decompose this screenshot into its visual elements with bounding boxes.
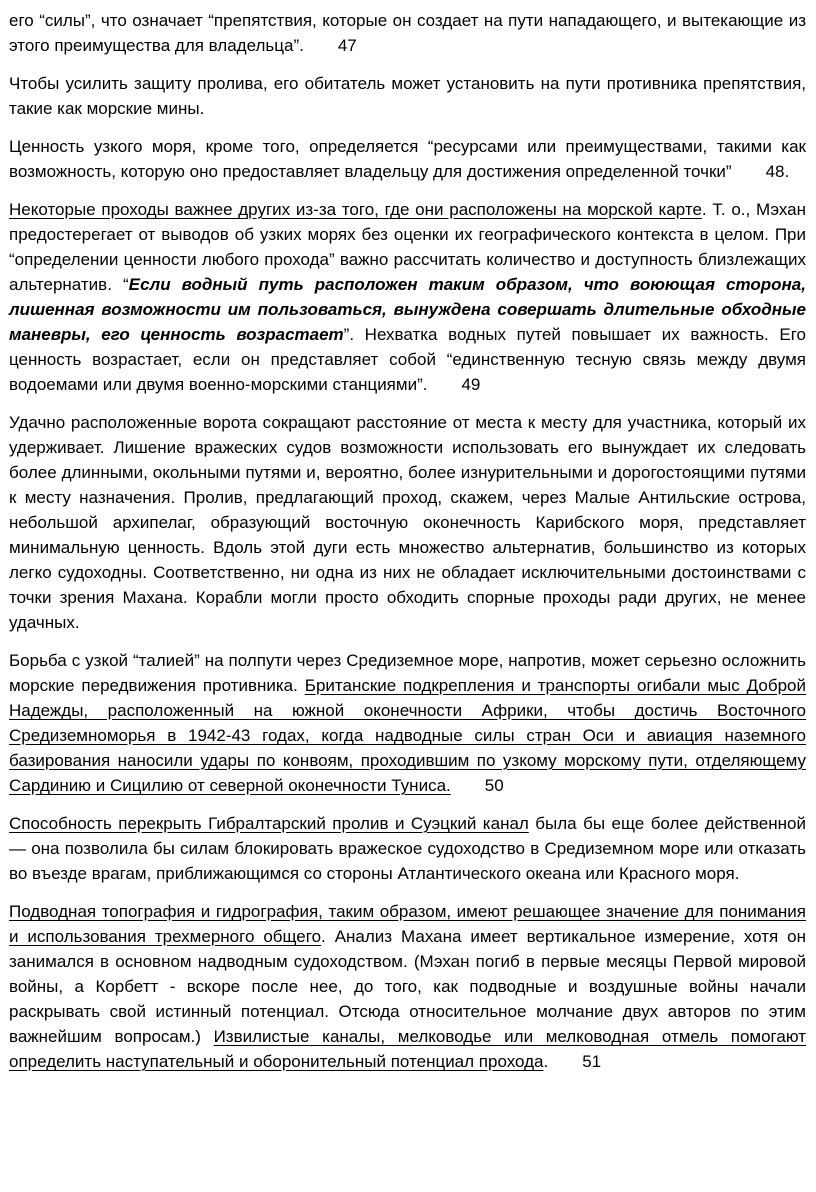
text-run: . Т. о., Мэхан предостерегает от выводов об узких морях без оценки их географического контекста в целом. При “определении ценности любого прохода” важно рассчитать количество и доступность близлежащих альтернатив. “ [9, 200, 806, 294]
text-run: Подводная топография и гидрография, таким образом, имеют решающее значение для понимания и использования трехмерного общего [9, 902, 806, 946]
footnote-number: 47 [337, 36, 357, 55]
text-run: Чтобы усилить защиту пролива, его обитатель может установить на пути противника препятствия, такие как морские мины. [9, 74, 806, 118]
paragraph [9, 410, 806, 635]
paragraph [9, 197, 806, 397]
text-run: Извилистые каналы, мелководье или мелководная отмель помогают определить наступательный и оборонительный потенциал прохода [9, 1027, 806, 1071]
paragraph [9, 648, 806, 798]
text-run: Некоторые проходы важнее других из-за того, где они расположены на морской карте [9, 200, 702, 219]
footnote-number: 48. [765, 162, 790, 181]
text-run: ”. Нехватка водных путей повышает их важность. Его ценность возрастает, если он представляет собой “единственную тесную связь между двумя водоемами или двумя военно-морскими станциями”. [9, 325, 806, 394]
text-run: Удачно расположенные ворота сокращают расстояние от места к месту для участника, который их удерживает. Лишение вражеских судов возможности использовать его вынуждает их следовать более длинными, окольными путями и, вероятно, более изнурительными и дорогостоящими путями к месту назначения. Пролив, предлагающий проход, скажем, через Малые Антильские острова, небольшой архипелаг, образующий восточную оконечность Карибского моря, представляет минимальную ценность. Вдоль этой дуги есть множество альтернатив, большинство из которых легко судоходны. Соответственно, ни одна из них не обладает исключительными достоинствами с точки зрения Махана. Корабли могли просто обходить спорные проходы ради других, не менее удачных. [9, 413, 806, 632]
text-run: была бы еще более действенной — она позволила бы силам блокировать вражеское судоходство в Средиземном море или отказать во въезде врагам, приближающимся со стороны Атлантического океана или Красного моря. [9, 814, 806, 883]
paragraph [9, 134, 806, 184]
text-run: Если водный путь расположен таким образом, что воюющая сторона, лишенная возможности им пользоваться, вынуждена совершать длительные обходные маневры, его ценность возрастает [9, 275, 806, 344]
footnote-number: 49 [461, 375, 481, 394]
footnote-number: 51 [582, 1052, 602, 1071]
text-run: Ценность узкого моря, кроме того, определяется “ресурсами или преимуществами, такими как возможность, которую оно предоставляет владельцу для достижения определенной точки” [9, 137, 806, 181]
text-run: . Анализ Махана имеет вертикальное измерение, хотя он занимался в основном надводным судоходством. (Мэхан погиб в первые месяцы Первой мировой войны, а Корбетт - вскоре после нее, до того, как подводные и воздушные войны начали раскрывать свой истинный потенциал. Отсюда относительное молчание двух авторов по этим важнейшим вопросам.) [9, 927, 806, 1046]
text-run: его “силы”, что означает “препятствия, которые он создает на пути нападающего, и вытекающие из этого преимущества для владельца”. [9, 11, 806, 55]
text-run: Способность перекрыть Гибралтарский пролив и Суэцкий канал [9, 814, 529, 833]
footnote-number: 50 [484, 776, 504, 795]
paragraph [9, 71, 806, 121]
text-run: Борьба с узкой “талией” на полпути через Средиземное море, напротив, может серьезно осложнить морские передвижения противника. [9, 651, 806, 695]
paragraph [9, 899, 806, 1074]
paragraph [9, 811, 806, 886]
text-run: . [543, 1052, 549, 1071]
paragraph [9, 8, 806, 58]
text-run: Британские подкрепления и транспорты огибали мыс Доброй Надежды, расположенный на южной оконечности Африки, чтобы достичь Восточного Средиземноморья в 1942-43 годах, когда надводные силы стран Оси и авиация наземного базирования наносили удары по конвоям, проходившим по узкому морскому пути, отделяющему Сардинию и Сицилию от северной оконечности Туниса. [9, 676, 806, 795]
